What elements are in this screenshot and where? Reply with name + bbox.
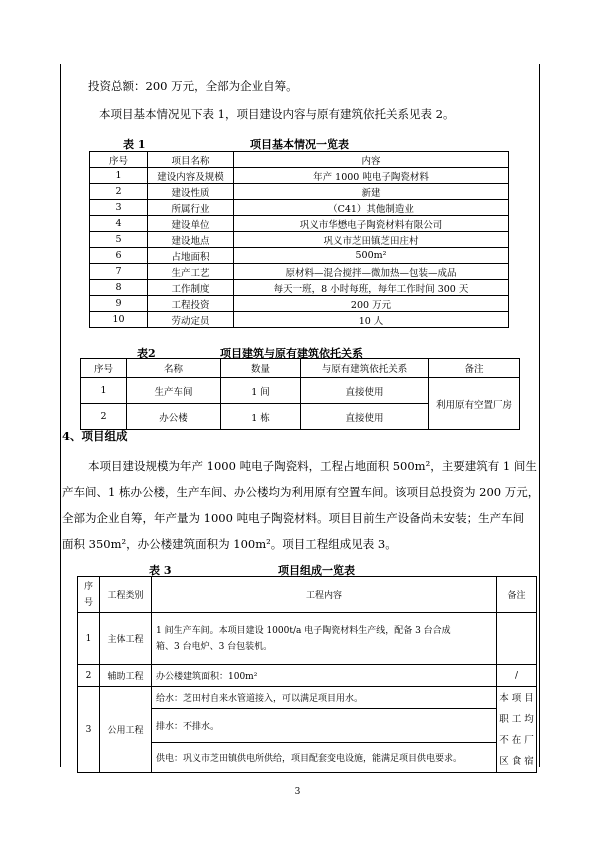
table1-header-cell: 内容 bbox=[234, 152, 509, 168]
table3-header-cell: 工程类别 bbox=[100, 577, 152, 613]
table3-cell: 3 bbox=[78, 687, 100, 773]
table2-header-cell: 备注 bbox=[429, 359, 520, 378]
table2-cell: 1 间 bbox=[221, 378, 301, 404]
table2-title: 项目建筑与原有建筑依托关系 bbox=[220, 347, 363, 360]
project-composition-table bbox=[77, 576, 537, 773]
table2-header-cell: 序号 bbox=[81, 359, 127, 378]
investment-line: 投资总额：200 万元，全部为企业自筹。 bbox=[88, 79, 298, 93]
table1-cell: 年产 1000 吨电子陶瓷材料 bbox=[234, 168, 509, 184]
table-row bbox=[90, 232, 509, 248]
page-number: 3 bbox=[294, 787, 301, 797]
table3-label: 表 3 bbox=[149, 564, 172, 577]
table1-cell: 200 万元 bbox=[234, 296, 509, 312]
table1-cell: （C41）其他制造业 bbox=[234, 200, 509, 216]
table1-cell: 建设性质 bbox=[148, 184, 234, 200]
table-row bbox=[90, 280, 509, 296]
table-row bbox=[81, 378, 520, 404]
table1-label: 表 1 bbox=[123, 138, 146, 151]
table3-content-cell: 1 间生产车间。本项目建设 1000t/a 电子陶瓷材料生产线，配备 3 台合成 箱、3 台电炉、3 台包装机。 bbox=[152, 613, 497, 665]
table1-header-cell: 项目名称 bbox=[148, 152, 234, 168]
table-row bbox=[90, 312, 509, 328]
table2-cell: 直接使用 bbox=[301, 404, 429, 430]
intro-line: 本项目基本情况见下表 1，项目建设内容与原有建筑依托关系见表 2。 bbox=[99, 107, 455, 121]
section4-line: 全部为企业自筹，年产量为 1000 吨电子陶瓷材料。项目目前生产设备尚未安装；生产车间 bbox=[62, 511, 525, 525]
table-row bbox=[90, 248, 509, 264]
table1-cell: 建设内容及规模 bbox=[148, 168, 234, 184]
table1-cell: 建设地点 bbox=[148, 232, 234, 248]
table1-cell: 工作制度 bbox=[148, 280, 234, 296]
section4-line: 本项目建设规模为年产 1000 吨电子陶瓷料，工程占地面积 500m²，主要建筑有 1 间生 bbox=[88, 459, 537, 473]
table-row bbox=[90, 184, 509, 200]
table1-cell: 占地面积 bbox=[148, 248, 234, 264]
table3-cell: 辅助工程 bbox=[100, 665, 152, 687]
table1-cell: 生产工艺 bbox=[148, 264, 234, 280]
table2-cell: 2 bbox=[81, 404, 127, 430]
table2-header-cell: 名称 bbox=[127, 359, 221, 378]
basic-info-table bbox=[89, 151, 509, 328]
table2-header-cell: 数量 bbox=[221, 359, 301, 378]
table1-header-cell: 序号 bbox=[90, 152, 148, 168]
table1-cell: 10 人 bbox=[234, 312, 509, 328]
table1-cell: 巩义市华懋电子陶瓷材料有限公司 bbox=[234, 216, 509, 232]
table3-content-cell: 办公楼建筑面积：100m² bbox=[152, 665, 497, 687]
table3-header-cell: 工程内容 bbox=[152, 577, 497, 613]
table-row bbox=[78, 613, 537, 665]
table2-cell: 1 栋 bbox=[221, 404, 301, 430]
table-row bbox=[78, 687, 537, 709]
section4-heading: 4、项目组成 bbox=[62, 429, 128, 443]
table3-cell: 1 bbox=[78, 613, 100, 665]
section4-line: 面积 350m²，办公楼建筑面积为 100m²。项目工程组成见表 3。 bbox=[62, 537, 397, 551]
table-row bbox=[90, 264, 509, 280]
table3-title: 项目组成一览表 bbox=[278, 564, 355, 577]
table-row bbox=[90, 216, 509, 232]
table1-cell: 4 bbox=[90, 216, 148, 232]
table-row bbox=[78, 665, 537, 687]
table2-cell: 直接使用 bbox=[301, 378, 429, 404]
section4-line: 产车间、1 栋办公楼，生产车间、办公楼均为利用原有空置车间。该项目总投资为 200 万元， bbox=[62, 485, 540, 499]
table3-content-cell: 排水：不排水。 bbox=[152, 709, 497, 743]
table1-cell: 原材料—混合搅拌—微加热—包装—成品 bbox=[234, 264, 509, 280]
table3-note-cell: 本 项 目 职 工 均 不 在 厂 区 食 宿 bbox=[497, 687, 537, 773]
table1-cell: 10 bbox=[90, 312, 148, 328]
table3-cell: / bbox=[497, 665, 537, 687]
table3-cell: 主体工程 bbox=[100, 613, 152, 665]
table1-cell: 7 bbox=[90, 264, 148, 280]
table-row bbox=[90, 168, 509, 184]
table1-cell: 500m² bbox=[234, 248, 509, 264]
table3-header-cell: 序号 bbox=[78, 577, 100, 613]
table2-note-cell: 利用原有空置厂房 bbox=[429, 378, 520, 430]
building-relation-table bbox=[80, 358, 520, 430]
table1-cell: 3 bbox=[90, 200, 148, 216]
table3-cell: 公用工程 bbox=[100, 687, 152, 773]
table1-cell: 每天一班，8 小时每班，每年工作时间 300 天 bbox=[234, 280, 509, 296]
table1-cell: 5 bbox=[90, 232, 148, 248]
table1-header-row bbox=[90, 152, 509, 168]
table2-label: 表2 bbox=[137, 347, 156, 360]
table2-cell: 办公楼 bbox=[127, 404, 221, 430]
table-row bbox=[90, 296, 509, 312]
table1-cell: 所属行业 bbox=[148, 200, 234, 216]
table3-cell bbox=[497, 613, 537, 665]
table1-title: 项目基本情况一览表 bbox=[250, 138, 349, 151]
table2-cell: 1 bbox=[81, 378, 127, 404]
table1-cell: 2 bbox=[90, 184, 148, 200]
table3-content-cell: 供电：巩义市芝田镇供电所供给，项目配套变电设施，能满足项目供电要求。 bbox=[152, 743, 497, 773]
table1-cell: 巩义市芝田镇芝田庄村 bbox=[234, 232, 509, 248]
table1-cell: 8 bbox=[90, 280, 148, 296]
table1-cell: 工程投资 bbox=[148, 296, 234, 312]
table1-cell: 9 bbox=[90, 296, 148, 312]
table2-cell: 生产车间 bbox=[127, 378, 221, 404]
table1-cell: 新建 bbox=[234, 184, 509, 200]
table-row bbox=[90, 200, 509, 216]
table3-content-cell: 给水：芝田村自来水管道接入，可以满足项目用水。 bbox=[152, 687, 497, 709]
table3-header-cell: 备注 bbox=[497, 577, 537, 613]
table1-cell: 1 bbox=[90, 168, 148, 184]
table1-cell: 建设单位 bbox=[148, 216, 234, 232]
table1-cell: 6 bbox=[90, 248, 148, 264]
table1-cell: 劳动定员 bbox=[148, 312, 234, 328]
table2-header-cell: 与原有建筑依托关系 bbox=[301, 359, 429, 378]
table3-cell: 2 bbox=[78, 665, 100, 687]
